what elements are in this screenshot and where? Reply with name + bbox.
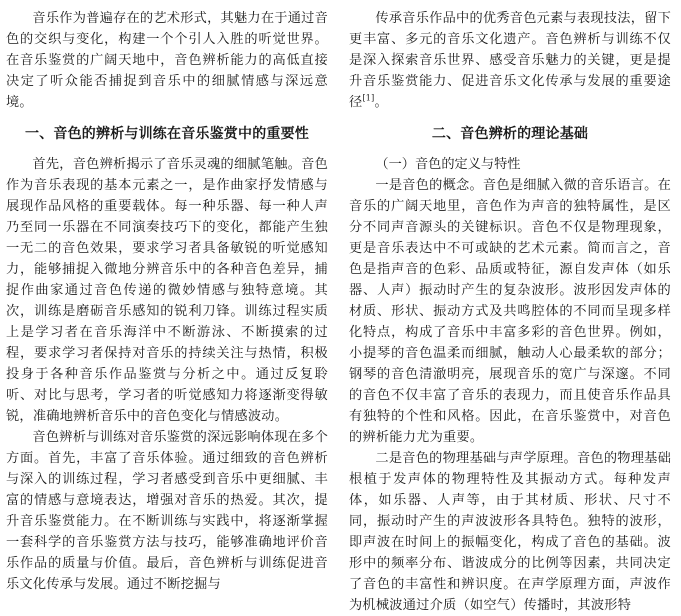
section-1-heading: 一、音色的辨析与训练在音乐鉴赏中的重要性 [25, 126, 309, 142]
subsection-1-paragraph-2: 二是音色的物理基础与声学原理。音色的物理基础根植于发声体的物理特性及其振动方式。每种发声体，如乐器、人声等，由于其材质、形状、尺寸不同，振动时产生的声波波形各具特色。独特的波形，即声波在时间上的振幅变化，构成了音色的基础。波形中的频率分布、谐波成分的比例等因素，共同决定了音色的丰富性和辨识度。在声学原理方面，声波作为机械波通过介质（如空气）传播时，其波形特 [349, 451, 672, 613]
section-1-paragraph-2: 音色辨析与训练对音乐鉴赏的深远影响体现在多个方面。首先，丰富了音乐体验。通过细致的音色辨析与深入的训练过程，学习者感受到音乐中更细腻、丰富的情感与意境表达，增强对音乐的热爱。其次，提升音乐鉴赏能力。在不断训练与实践中，将逐渐掌握一套科学的音乐鉴赏方法与技巧，能够准确地评价音乐作品的质量与价值。最后，音色辨析与训练促进音乐文化传承与发展。通过不断挖掘与 [6, 430, 329, 592]
right-column [349, 8, 671, 616]
subsection-1-paragraph-1: 一是音色的概念。音色是细腻入微的音乐语言。在音乐的广阔天地里，音色作为声音的独特属性，是区分不同声音源头的关键标识。音色不仅是物理现象，更是音乐表达中不可或缺的艺术元素。简而言之，音色是指声音的色彩、品质或特征，源自发声体（如乐器、人声）振动时产生的复杂波形。波形因发声体的材质、形状、振动方式及共鸣腔体的不同而呈现多样化特点，构成了音乐中丰富多彩的音色世界。例如，小提琴的音色温柔而细腻，触动人心最柔软的部分；钢琴的音色清澈明亮，展现音乐的宽广与深邃。不同的音色不仅丰富了音乐的表现力，而且使音乐作品具有独特的个性和风格。因此，在音乐鉴赏中，对音色的辨析能力尤为重要。 [349, 178, 672, 445]
section-1-paragraph-1: 首先，音色辨析揭示了音乐灵魂的细腻笔触。音色作为音乐表现的基本元素之一，是作曲家抒发情感与展现作品风格的重要载体。每一种乐器、每一种人声乃至同一乐器在不同演奏技巧下的变化，都能产生独一无二的音色效果，要求学习者具备敏锐的听觉感知力，能够捕捉入微地分辨音乐中的各种音色差异，捕捉作曲家通过音色传递的微妙情感与独特意境。其次，训练是磨砺音乐感知的锐利刀锋。训练过程实质上是学习者在音乐海洋中不断游泳、不断摸索的过程，要求学习者保持对音乐的持续关注与热情，积极投身于各种音乐作品鉴赏与分析之中。通过反复聆听、对比与思考，学习者的听觉感知力将逐渐变得敏锐，准确地辨析音乐中的音色变化与情感波动。 [6, 157, 329, 424]
subsection-1-heading: （一）音色的定义与特性 [375, 157, 521, 172]
section-2-heading: 二、音色辨析的理论基础 [431, 126, 589, 142]
intro-paragraph: 音乐作为普遍存在的艺术形式，其魅力在于通过音色的交织与变化，构建一个个引人入胜的听觉世界。在音乐鉴赏的广阔天地中，音色辨析能力的高低直接决定了听众能否捕捉到音乐中的细腻情感与深远意境。 [6, 11, 329, 110]
continued-paragraph-text: 传承音乐作品中的优秀音色元素与表现技法，留下更丰富、多元的音乐文化遗产。音色辨析与训练不仅是深入探索音乐世界、感受音乐魅力的关键，更是提升音乐鉴赏能力、促进音乐文化传承与发展的重要途径 [349, 11, 672, 110]
continued-paragraph-end: 。 [374, 95, 388, 110]
continued-paragraph [349, 8, 671, 113]
citation-marker: [1] [362, 93, 375, 103]
left-column [6, 8, 328, 595]
